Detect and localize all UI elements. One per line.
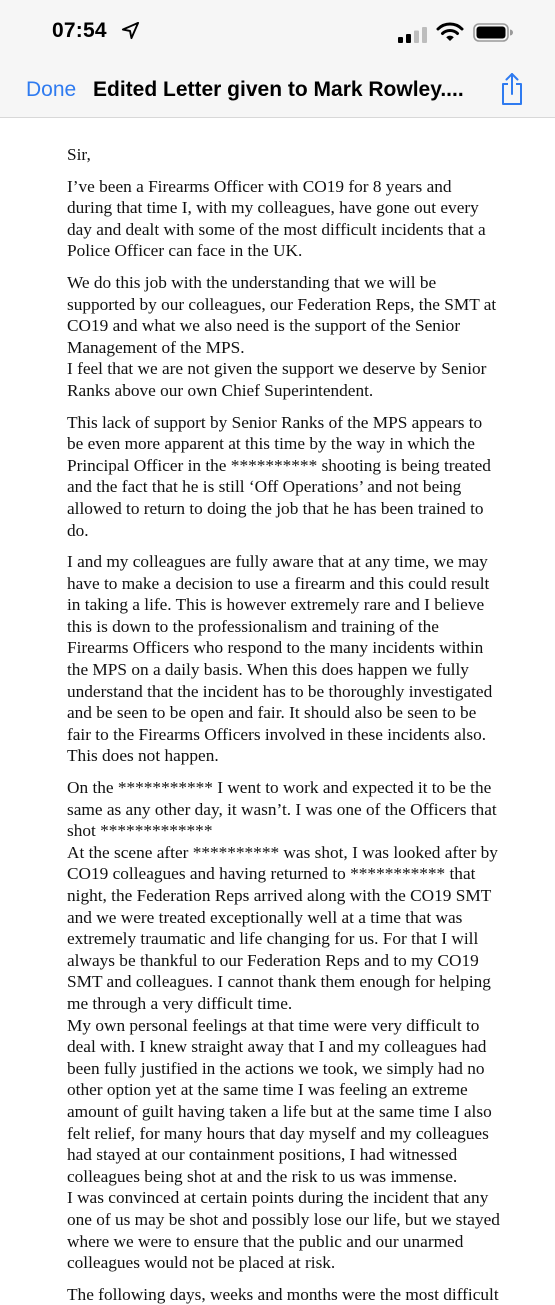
letter-paragraph: I and my colleagues are fully aware that at any time, we may have to make a decision to use a firearm and this could result in taking a life. This is however extremely rare and I believe this is down to the professionalism and training of the Firearms Officers who respond to the many incidents within the MPS on a daily basis. When this does happen we fully understand that the incident has to be thoroughly investigated and be seen to be open and fair. It should also be seen to be fair to the Firearms Officers involved in these incidents also. This does not happen. — [67, 552, 493, 766]
letter-paragraph: We do this job with the understanding that we will be supported by our colleagues, our Federation Reps, the SMT at CO19 and what we also need is the support of the Senior Management of the MPS. I feel that we are not given the support we deserve by Senior Ranks above our own Chief Superintendent. — [67, 272, 497, 400]
share-icon[interactable] — [499, 72, 525, 106]
wifi-icon — [437, 22, 463, 42]
letter-body — [67, 144, 507, 1305]
letter-paragraph: I’ve been a Firearms Officer with CO19 for 8 years and during that time I, with my colleagues, have gone out every day and dealt with some of the most difficult incidents that a Police Officer can face in the UK. — [67, 176, 486, 261]
letter-paragraph: The following days, weeks and months were the most difficult — [67, 1284, 499, 1304]
nav-bar — [0, 62, 555, 118]
location-arrow-icon — [121, 21, 140, 40]
document-title: Edited Letter given to Mark Rowley.... — [93, 78, 464, 101]
battery-icon — [473, 23, 513, 42]
letter-salutation: Sir, — [67, 145, 91, 164]
letter-paragraph: On the *********** I went to work and expected it to be the same as any other day, it wasn’t. I was one of the Officers that shot ************* At the scene after ********** was shot, I was looked after by CO19 colleagues and having returned to *********** that night, the Federation Reps arrived along with the CO19 SMT and we were treated exceptionally well at a time that was extremely traumatic and life changing for us. For that I will always be thankful to our Federation Reps and to my CO19 SMT and colleagues. I cannot thank them enough for helping me through a very difficult time. My own personal feelings at that time were very difficult to deal with. I knew straight away that I and my colleagues had been fully justified in the actions we took, we simply had no other option yet at the same time I was feeling an extreme amount of guilt having taken a life but at the same time I also felt relief, for many hours that day myself and my colleagues had stayed at our containment positions, I had witnessed colleagues being shot at and the risk to us was immense. I was convinced at certain points during the incident that any one of us may be shot and possibly lose our life, but we stayed where we were to ensure that the public and our unarmed colleagues would not be placed at risk. — [67, 778, 500, 1273]
status-bar — [0, 0, 555, 62]
letter-paragraph: This lack of support by Senior Ranks of the MPS appears to be even more apparent at this time by the way in which the Principal Officer in the ********** shooting is being treated and the fact that he is still ‘Off Operations’ and not being allowed to return to doing the job that he has been trained to do. — [67, 412, 491, 540]
status-time: 07:54 — [52, 19, 107, 42]
cellular-signal-icon — [398, 27, 428, 43]
document-viewer[interactable] — [0, 118, 555, 1304]
done-button[interactable]: Done — [26, 78, 77, 101]
